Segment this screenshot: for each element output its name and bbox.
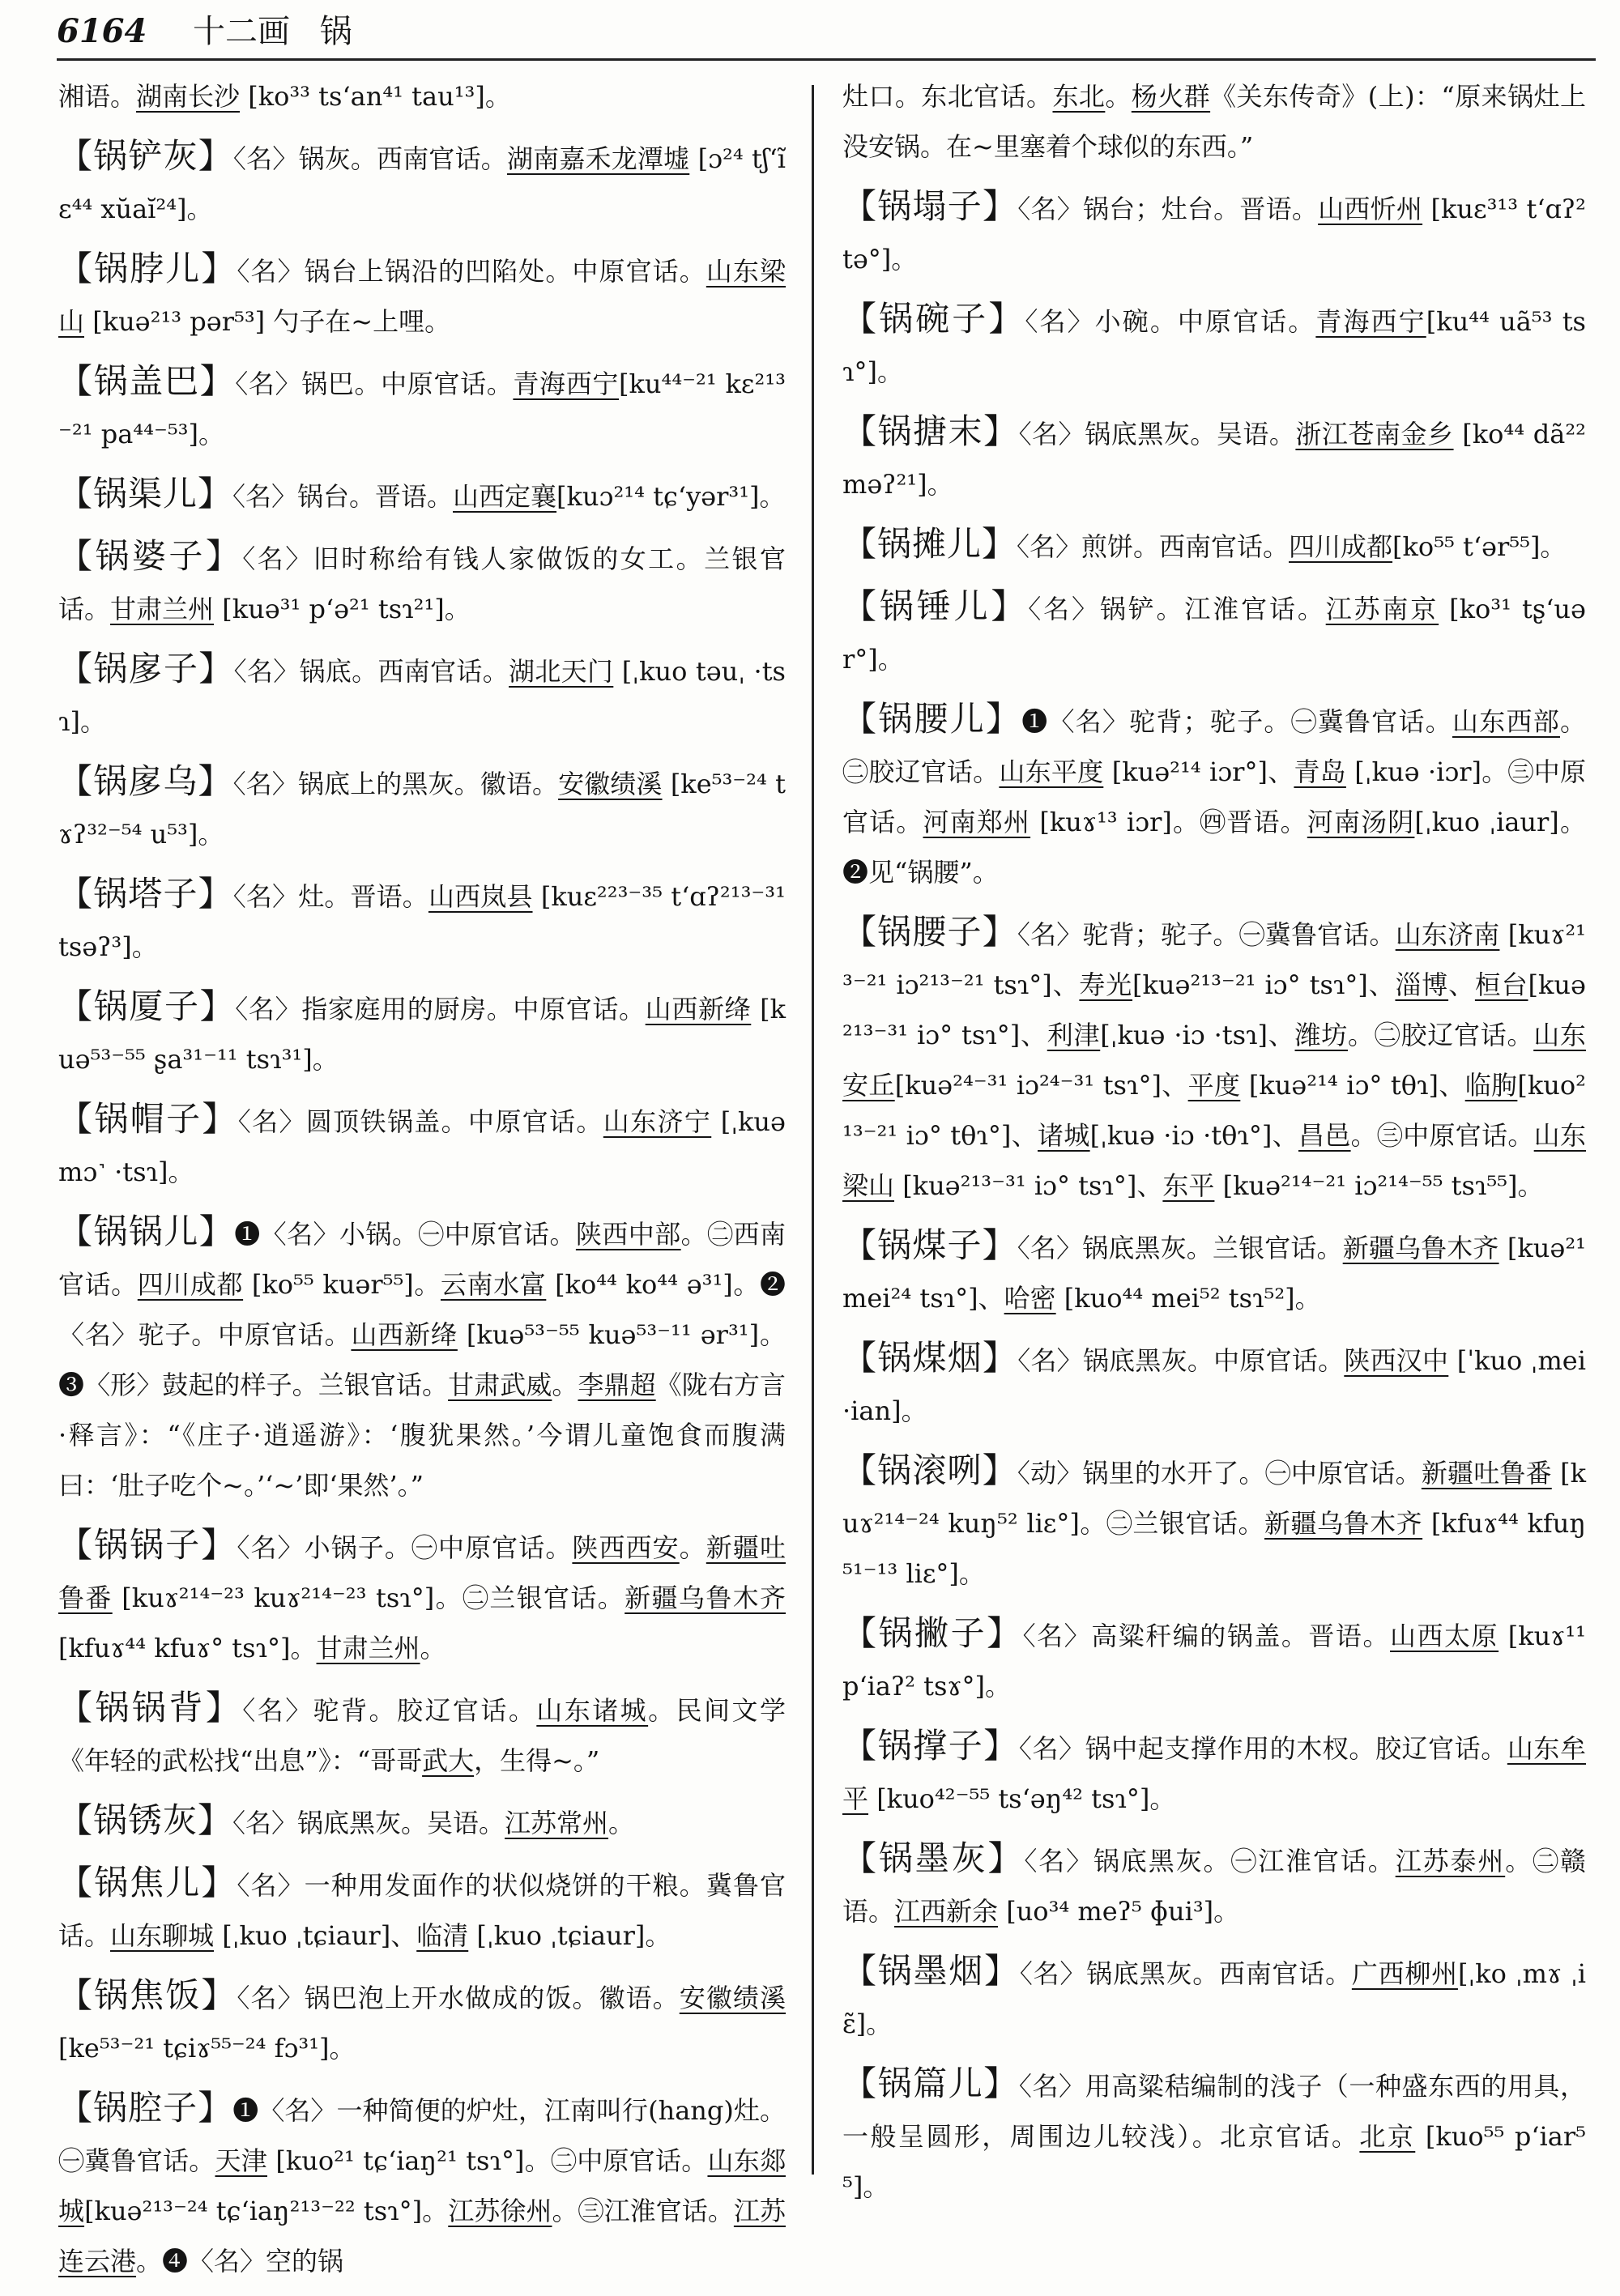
place-name: 平度 — [1187, 1070, 1241, 1101]
dictionary-entry — [58, 1520, 786, 1673]
entry-text: 〈名〉锅底黑灰。吴语。 — [1018, 419, 1296, 449]
place-name: 临朐 — [1464, 1070, 1518, 1101]
entry-text: [ˌkuə ·iɔr]。㊂中原官话。 — [842, 756, 1586, 837]
dictionary-entry — [58, 244, 786, 347]
entry-text: 〈名〉驼背。胶辽官话。 — [242, 1695, 537, 1726]
entry-text: [ko⁴⁴ dã²² məʔ²¹]。 — [842, 419, 1586, 500]
place-name: 山东梁山 — [842, 1120, 1586, 1201]
entry-text: 〈名〉驼背；驼子。㊀冀鲁官话。 — [1017, 919, 1396, 950]
place-name: 利津 — [1047, 1020, 1101, 1050]
dictionary-entry — [842, 1333, 1586, 1436]
entry-headword: 【锅扅乌】 — [58, 761, 233, 801]
entry-headword: 【锅锅背】 — [58, 1688, 243, 1727]
entry-headword: 【锅婆子】 — [58, 536, 243, 576]
place-name: 广西柳州 — [1351, 1958, 1458, 1989]
place-name: 武大 — [422, 1745, 475, 1776]
entry-text: [ˌko ˌmɤ ˌiɛ̃]。 — [842, 1958, 1586, 2039]
entry-text: 。 — [608, 1808, 635, 1838]
place-name: 桓台 — [1474, 969, 1528, 1000]
entry-headword: 【锅脖儿】 — [58, 249, 237, 288]
place-name: 四川成都 — [1289, 531, 1393, 562]
entry-headword: 【锅腰子】 — [842, 912, 1017, 952]
entry-headword: 【锅摊儿】 — [842, 524, 1017, 564]
radical-label: 锅 — [319, 13, 352, 50]
entry-text: [kuə²¹⁴ iɔ° tθɿ]、 — [1240, 1070, 1465, 1101]
dictionary-entry — [842, 581, 1586, 684]
column-divider — [812, 85, 814, 2175]
entry-text: [ko³³ ts‘an⁴¹ tau¹³]。 — [240, 81, 511, 112]
place-name: 甘肃兰州 — [316, 1633, 420, 1663]
place-name: 淄博 — [1395, 969, 1449, 1000]
place-name: 山西定襄 — [453, 481, 557, 512]
entry-text: [ke⁵³⁻²⁴ tɤʔ³²⁻⁵⁴ u⁵³]。 — [58, 769, 786, 850]
entry-text: 〈名〉锅底黑灰。兰银官话。 — [1017, 1233, 1343, 1263]
entry-text: 。 — [679, 1532, 706, 1563]
entry-text: [ˌkuə mɔ˺ ·tsɿ]。 — [58, 1106, 786, 1187]
entry-text: [ko⁵⁵ kuər⁵⁵]。 — [243, 1269, 441, 1300]
entry-text: 〈名〉锅巴泡上开水做成的饭。徽语。 — [237, 1983, 680, 2013]
dictionary-entry — [842, 1608, 1586, 1711]
place-name: 山东安丘 — [842, 1020, 1586, 1101]
entry-text: 〈名〉圆顶铁锅盖。中原官话。 — [237, 1106, 603, 1137]
place-name: 天津 — [215, 2145, 267, 2176]
entry-text: 。㊁西南官话。 — [58, 1219, 786, 1300]
place-name: 安徽绩溪 — [679, 1983, 786, 2013]
entry-text: [kuə²¹³⁻³¹ iɔ° tsɿ°]、 — [842, 969, 1586, 1050]
place-name: 河南郑州 — [923, 807, 1031, 837]
dictionary-entry — [58, 1683, 786, 1786]
entry-headword: 【锅锅儿】 — [58, 1212, 235, 1251]
place-name: 青岛 — [1294, 756, 1346, 787]
entry-text: 〈名〉煎饼。西南官话。 — [1017, 531, 1290, 562]
entry-text: 。㊁胶辽官话。 — [842, 706, 1586, 787]
place-name: 河南汤阴 — [1307, 807, 1415, 837]
entry-headword: 【锅锅子】 — [58, 1525, 237, 1565]
entry-headword: 【锅搪末】 — [842, 411, 1019, 451]
entry-text: 〈名〉灶。晋语。 — [232, 881, 428, 912]
entry-headword: 【锅锈灰】 — [58, 1800, 233, 1840]
entry-text: [kuə²⁴⁻³¹ iɔ²⁴⁻³¹ tsɿ°]、 — [894, 1070, 1188, 1101]
place-name: 北京 — [1359, 2121, 1416, 2152]
entry-text: 。㊁胶辽官话。 — [1348, 1020, 1534, 1050]
entry-text: 灶口。东北官话。 — [842, 81, 1053, 112]
place-name: 山东聊城 — [110, 1920, 215, 1951]
place-name: 山东济宁 — [603, 1106, 712, 1137]
entry-headword: 【锅铲灰】 — [58, 136, 233, 176]
entry-text: 。民间文学《年轻的武松找“出息”》：“哥哥 — [58, 1695, 786, 1776]
dictionary-entry — [58, 1858, 786, 1961]
entry-text: 〈名〉高粱秆编的锅盖。晋语。 — [1022, 1621, 1390, 1651]
entry-text: [ko⁴⁴ ko⁴⁴ ə³¹]。❷〈名〉驼子。中原官话。 — [58, 1269, 786, 1350]
entry-text: ❶〈名〉驼背；驼子。㊀冀鲁官话。 — [1021, 706, 1453, 737]
entry-text: [kuo²¹³⁻²¹ iɔ° tθɿ°]、 — [842, 1070, 1586, 1151]
entry-headword: 【锅渠儿】 — [58, 474, 233, 513]
dictionary-entry — [58, 2083, 786, 2286]
place-name: 甘肃兰州 — [110, 594, 215, 624]
entry-text: [ˌkuə ·iɔ ·tθɿ°]、 — [1089, 1120, 1298, 1151]
dictionary-entry — [842, 181, 1586, 284]
entry-text: 。 — [420, 1633, 446, 1663]
dictionary-entry — [58, 869, 786, 972]
entry-text: 〈名〉锅底黑灰。西南官话。 — [1019, 1958, 1352, 1989]
entry-text: 。❹〈名〉空的锅 — [136, 2246, 344, 2277]
entry-text: [kuə⁵³⁻⁵⁵ ʂa³¹⁻¹¹ tsɿ³¹]。 — [58, 994, 786, 1075]
place-name: 新疆乌鲁木齐 — [1264, 1508, 1423, 1539]
place-name: 新疆乌鲁木齐 — [625, 1582, 786, 1613]
entry-text: [kfuɤ⁴⁴ kfuŋ⁵¹⁻¹³ liɛ°]。 — [842, 1508, 1586, 1589]
place-name: 杨火群 — [1131, 81, 1211, 112]
place-name: 江苏徐州 — [448, 2196, 552, 2226]
entry-headword: 【锅焦饭】 — [58, 1975, 237, 2015]
entry-text: [kuɤ²¹³⁻²¹ iɔ²¹³⁻²¹ tsɿ°]、 — [842, 919, 1586, 1000]
entry-text: 《陇右方言·释言》：“《庄子·逍遥游》：‘腹犹果然。’今谓儿童饱食而腹满曰：‘肚子吃个~。’‘~’即‘果然’。” — [58, 1370, 786, 1501]
place-name: 江西新余 — [894, 1896, 999, 1927]
entry-text: [kuə²¹³⁻²⁴ tɕ‘iaŋ²¹³⁻²² tsɿ°]。 — [84, 2196, 449, 2226]
entry-text: [kuɛ²²³⁻³⁵ t‘ɑʔ²¹³⁻³¹ tsəʔ³]。 — [58, 881, 786, 962]
dictionary-entry — [58, 1207, 786, 1510]
dictionary-entry — [842, 1721, 1586, 1824]
entry-text: [ɔ²⁴ tʃ‘ĩɛ⁴⁴ xŭaĭ²⁴]。 — [58, 143, 786, 224]
entry-headword: 【锅腰儿】 — [842, 699, 1022, 739]
dictionary-entry — [58, 644, 786, 747]
entry-text: 《关东传奇》(上)：“原来锅灶上没安锅。在~里塞着个球似的东西。” — [842, 81, 1586, 162]
place-name: 昌邑 — [1298, 1120, 1351, 1151]
place-name: 东平 — [1162, 1170, 1215, 1201]
entry-text: 〈名〉锅底黑灰。㊀江淮官话。 — [1024, 1846, 1396, 1876]
place-name: 浙江苍南金乡 — [1295, 419, 1454, 449]
entry-text: ，生得~。” — [474, 1745, 600, 1776]
entry-headword: 【锅帽子】 — [58, 1099, 238, 1139]
place-name: 山西岚县 — [428, 881, 533, 912]
place-name: 新疆吐鲁番 — [1421, 1458, 1552, 1489]
entry-text: [kuɔ²¹⁴ tɕ‘yər³¹]。 — [556, 481, 786, 512]
place-name: 山东诸城 — [536, 1695, 649, 1726]
dictionary-entry — [842, 71, 1586, 172]
entry-text: 〈名〉锅台；灶台。晋语。 — [1017, 194, 1319, 224]
dictionary-entry — [58, 1970, 786, 2073]
page-header — [57, 6, 1596, 57]
entry-text: 〈名〉用高粱秸编制的浅子（一种盛东西的用具，一般呈圆形，周围边儿较浅）。北京官话。 — [842, 2071, 1586, 2152]
entry-text: [kuə⁵³⁻⁵⁵ kuə⁵³⁻¹¹ ər³¹]。❸〈形〉鼓起的样子。兰银官话。 — [58, 1319, 786, 1400]
entry-text: [kuə²¹³⁻³¹ iɔ° tsɿ°]、 — [894, 1170, 1163, 1201]
dictionary-entry — [58, 531, 786, 634]
entry-text: [kuo⁴²⁻⁵⁵ ts‘əŋ⁴² tsɿ°]。 — [868, 1783, 1176, 1814]
entry-text: 〈名〉锅台上锅沿的凹陷处。中原官话。 — [237, 256, 706, 287]
entry-text: [ˌkuo ˌtɕiaur]。 — [468, 1920, 671, 1951]
entry-text: 〈名〉旧时称给有钱人家做饭的女工。兰银官话。 — [58, 543, 786, 624]
dictionary-entry — [842, 1446, 1586, 1599]
entry-text: 。㊂中原官话。 — [1350, 1120, 1534, 1151]
entry-headword: 【锅腔子】 — [58, 2088, 233, 2128]
entry-headword: 【锅塔子】 — [58, 874, 233, 914]
entry-text: 〈名〉锅巴。中原官话。 — [235, 368, 514, 399]
entry-text: [ku⁴⁴ uã⁵³ tsɿ°]。 — [842, 306, 1586, 387]
entry-text: 〈名〉指家庭用的厨房。中原官话。 — [235, 994, 646, 1024]
dictionary-entry — [842, 407, 1586, 509]
dictionary-entry — [842, 294, 1586, 397]
header-rule — [57, 58, 1596, 61]
entry-headword: 【锅撇子】 — [842, 1613, 1023, 1653]
entry-text: 〈名〉锅灰。西南官话。 — [232, 143, 507, 174]
entry-text: 〈名〉一种用发面作的状似烧饼的干粮。冀鲁官话。 — [58, 1870, 786, 1951]
entry-headword: 【锅厦子】 — [58, 986, 236, 1026]
section-label: 十二画 — [193, 13, 291, 50]
entry-text: [kuə²¹³ pər⁵³] 勺子在~上哩。 — [84, 306, 451, 337]
place-name: 四川成都 — [137, 1269, 244, 1300]
entry-headword: 【锅锤儿】 — [842, 586, 1029, 626]
place-name: 山东济南 — [1395, 919, 1500, 950]
place-name: 陕西汉中 — [1344, 1345, 1449, 1376]
entry-text: [kuɤ²¹⁴⁻²⁴ kuŋ⁵² liɛ°]。㊁兰银官话。 — [842, 1458, 1586, 1539]
place-name: 山西新绛 — [351, 1319, 458, 1350]
entry-text: [ˌkuo ˌtɕiaur]、 — [214, 1920, 417, 1951]
place-name: 新疆乌鲁木齐 — [1342, 1233, 1499, 1263]
entry-headword: 【锅塌子】 — [842, 186, 1018, 226]
left-column — [58, 71, 786, 2296]
place-name: 山东西部 — [1452, 706, 1560, 737]
entry-headword: 【锅墨灰】 — [842, 1838, 1025, 1878]
place-name: 陕西西安 — [572, 1532, 680, 1563]
entry-text: 。㊁赣语。 — [842, 1846, 1586, 1927]
entry-headword: 【锅碗子】 — [842, 299, 1025, 339]
place-name: 山东平度 — [999, 756, 1104, 787]
entry-text: [kuo⁵⁵ p‘iar⁵⁵]。 — [842, 2121, 1586, 2202]
entry-headword: 【锅盖巴】 — [58, 361, 236, 401]
place-name: 青海西宁 — [1315, 306, 1426, 337]
place-name: 寿光 — [1079, 969, 1133, 1000]
dictionary-entry — [842, 2059, 1586, 2212]
entry-headword: 【锅撑子】 — [842, 1726, 1019, 1766]
entry-text: [kuɤ¹¹ p‘iaʔ² tsɤ°]。 — [842, 1621, 1586, 1702]
entry-text: [kuə²¹⁴⁻²¹ iɔ²¹⁴⁻⁵⁵ tsɿ⁵⁵]。 — [1214, 1170, 1544, 1201]
place-name: 临清 — [416, 1920, 469, 1951]
dictionary-entry — [842, 694, 1586, 897]
place-name: 山东牟平 — [842, 1733, 1586, 1814]
entry-text: ❶〈名〉小锅。㊀中原官话。 — [234, 1219, 576, 1250]
dictionary-entry — [842, 1946, 1586, 2049]
entry-text: 。 — [1105, 81, 1132, 112]
entry-text: [ˈkuo ˌmei ·ian]。 — [842, 1345, 1586, 1426]
place-name: 江苏连云港 — [58, 2196, 786, 2277]
entry-text: [ˌkuo ˌiaur]。❷见“锅腰”。 — [842, 807, 1586, 888]
place-name: 青海西宁 — [513, 368, 620, 399]
dictionary-entry — [842, 1220, 1586, 1323]
right-column — [842, 71, 1586, 2221]
place-name: 江苏泰州 — [1395, 1846, 1506, 1876]
entry-headword: 【锅墨烟】 — [842, 1951, 1020, 1991]
entry-text: 〈动〉锅里的水开了。㊀中原官话。 — [1017, 1458, 1422, 1489]
entry-text: 、 — [1448, 969, 1475, 1000]
place-name: 潍坊 — [1294, 1020, 1348, 1050]
place-name: 东北 — [1052, 81, 1106, 112]
dictionary-entry — [58, 356, 786, 459]
page-number: 6164 — [57, 12, 147, 50]
place-name: 湖北天门 — [509, 656, 614, 687]
place-name: 山西新绛 — [645, 994, 752, 1024]
entry-text: [kuo⁴⁴ mei⁵² tsɿ⁵²]。 — [1055, 1283, 1321, 1314]
entry-headword: 【锅煤子】 — [842, 1225, 1017, 1265]
dictionary-entry — [842, 907, 1586, 1211]
entry-text: 〈名〉锅铲。江淮官话。 — [1028, 594, 1326, 624]
place-name: 山东郯城 — [58, 2145, 786, 2226]
place-name: 山东梁山 — [58, 256, 786, 337]
entry-text: [ˌkuə ·iɔ ·tsɿ]、 — [1100, 1020, 1295, 1050]
entry-headword: 【锅篇儿】 — [842, 2064, 1019, 2103]
dictionary-entry — [58, 1795, 786, 1848]
entry-headword: 【锅煤烟】 — [842, 1338, 1018, 1378]
entry-text: 〈名〉锅底黑灰。中原官话。 — [1017, 1345, 1345, 1376]
entry-text: [kuɤ²¹⁴⁻²³ kuɤ²¹⁴⁻²³ tsɿ°]。㊁兰银官话。 — [112, 1582, 625, 1613]
place-name: 山西忻州 — [1318, 194, 1423, 224]
entry-text: 〈名〉锅底。西南官话。 — [233, 656, 509, 687]
entry-text: [uo³⁴ meʔ⁵ ɸui³]。 — [998, 1896, 1240, 1927]
entry-text: 〈名〉锅台。晋语。 — [232, 481, 454, 512]
place-name: 江苏常州 — [505, 1808, 609, 1838]
place-name: 江苏南京 — [1325, 594, 1439, 624]
entry-text: [kuə³¹ p‘ə²¹ tsɿ²¹]。 — [214, 594, 471, 624]
dictionary-entry — [58, 71, 786, 121]
dictionary-entry — [58, 982, 786, 1084]
entry-headword: 【锅扅子】 — [58, 649, 234, 688]
entry-text: [ko³¹ tʂ‘uər°]。 — [842, 594, 1586, 675]
entry-text: 。㊂江淮官话。 — [552, 2196, 734, 2226]
entry-text: [kuɤ¹³ iɔr]。㊃晋语。 — [1030, 807, 1307, 837]
entry-text: [kuə²¹ mei²⁴ tsɿ°]、 — [842, 1233, 1586, 1314]
entry-text: 〈名〉锅底黑灰。吴语。 — [232, 1808, 505, 1838]
dictionary-entry — [842, 519, 1586, 572]
entry-text: 〈名〉小锅子。㊀中原官话。 — [237, 1532, 573, 1563]
dictionary-entry — [58, 756, 786, 859]
entry-text: [ˌkuo təuˌ ·tsɿ]。 — [58, 656, 786, 737]
place-name: 甘肃武威 — [448, 1370, 552, 1400]
entry-text: [kuo²¹ tɕ‘iaŋ²¹ tsɿ°]。㊁中原官话。 — [267, 2145, 708, 2176]
dictionary-entry — [58, 469, 786, 522]
place-name: 湖南嘉禾龙潭墟 — [506, 143, 690, 174]
entry-text: [kuə²¹⁴ iɔr°]、 — [1103, 756, 1294, 787]
entry-text: [kuə²¹³⁻²¹ iɔ° tsɿ°]、 — [1132, 969, 1396, 1000]
dictionary-entry — [842, 1834, 1586, 1936]
entry-text: ❶〈名〉一种简便的炉灶，江南叫行(hang)灶。㊀冀鲁官话。 — [58, 2095, 786, 2176]
place-name: 云南水富 — [440, 1269, 547, 1300]
place-name: 湖南长沙 — [136, 81, 241, 112]
place-name: 李鼎超 — [578, 1370, 656, 1400]
entry-text: 〈名〉锅中起支撑作用的木杈。胶辽官话。 — [1018, 1733, 1507, 1764]
place-name: 山西太原 — [1389, 1621, 1499, 1651]
entry-text: [ke⁵³⁻²¹ tɕiɤ⁵⁵⁻²⁴ fɔ³¹]。 — [58, 2033, 356, 2064]
entry-text: 〈名〉小碗。中原官话。 — [1025, 306, 1316, 337]
entry-headword: 【锅焦儿】 — [58, 1863, 237, 1902]
dictionary-entry — [58, 131, 786, 234]
entry-text: 。 — [552, 1370, 578, 1400]
dictionary-entry — [58, 1094, 786, 1197]
place-name: 陕西中部 — [575, 1219, 681, 1250]
place-name: 哈密 — [1004, 1283, 1056, 1314]
entry-text: 〈名〉锅底上的黑灰。徽语。 — [232, 769, 559, 799]
entry-text: [kuɛ³¹³ t‘ɑʔ² tə°]。 — [842, 194, 1586, 275]
place-name: 诸城 — [1038, 1120, 1090, 1151]
entry-text: 湘语。 — [58, 81, 137, 112]
entry-headword: 【锅滚咧】 — [842, 1450, 1017, 1490]
place-name: 新疆吐鲁番 — [58, 1532, 786, 1613]
place-name: 安徽绩溪 — [558, 769, 663, 799]
entry-text: [kfuɤ⁴⁴ kfuɤ° tsɿ°]。 — [58, 1633, 317, 1663]
entry-text: [ku⁴⁴⁻²¹ kɛ²¹³⁻²¹ pa⁴⁴⁻⁵³]。 — [58, 368, 786, 449]
entry-text: [ko⁵⁵ t‘ər⁵⁵]。 — [1392, 531, 1567, 562]
